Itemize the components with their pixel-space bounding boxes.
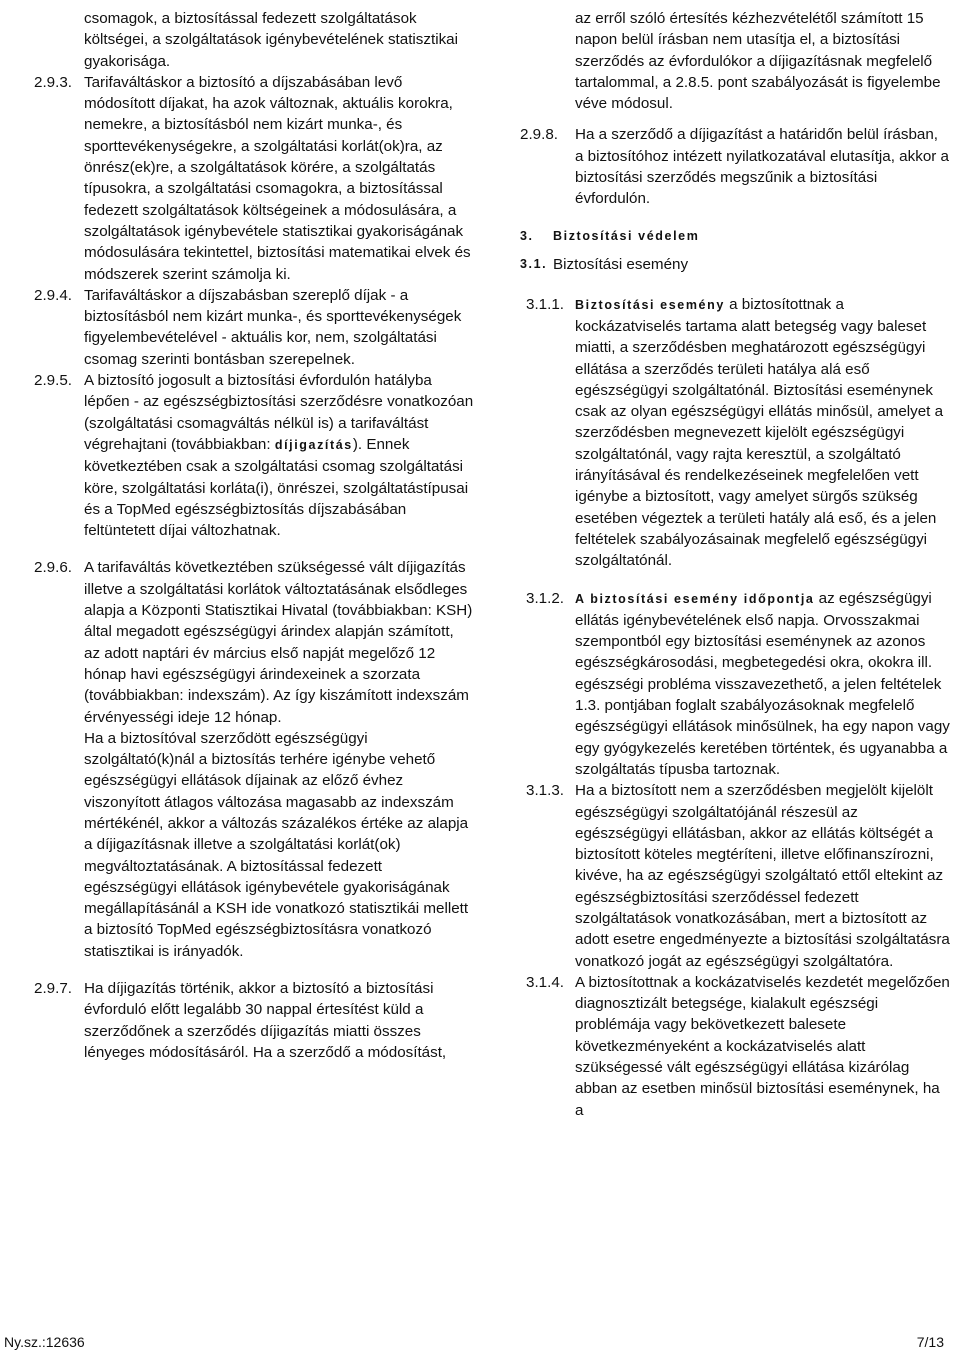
section-2-9-4 [34,285,474,370]
section-number: 2.9.4. [34,286,72,304]
section-text-continued: Ha a biztosítóval szerződött egészségügyi szolgáltató(k)nál a biztosítás terhére igénybe vehető egészségügyi ellátások díjainak az előző évhez viszonyított átlagos változása magasabb az indexszám mértékénél, akkor a változás százalékos értéke az alapja a díjigazításnak illetve a szolgáltatási korlát(ok) megváltoztatásának. A biztosítással fedezett egészségügyi ellátások igénybevétele gyakoriságának megállapításánál a KSH ide vonatkozó statisztikái mellett a biztosító TopMed egészségbiztosításra vonatkozó statisztikai is irányadók. [84,729,469,960]
continuation-text: az erről szóló értesítés kézhezvételétől számított 15 napon belül írásban nem utasítja el, a biztosítási szerződés az évfordulókor a díjigazításnak megfelelő tartalommal, a 2.8.5. pont szabályozását is figyelembe véve módosul. [575,10,941,113]
section-number: 3.1.4. [526,973,564,991]
defined-term: A biztosítási esemény időpontja [575,591,815,606]
heading-3 [520,226,950,250]
section-number: 3.1.2. [526,589,564,607]
section-3-1-4 [520,972,950,1121]
defined-term: Biztosítási esemény [575,297,725,312]
section-number: 2.9.7. [34,980,72,998]
heading-number: 3. [520,228,534,243]
document-reference: Ny.sz.:12636 [4,1334,85,1350]
section-text: Ha a szerződő a díjigazítást a határidőn belül írásban, a biztosítóhoz intézett nyilatkozatával elutasítja, akkor a biztosítási szerződés megszűnik a biztosítási évfordulón. [575,126,949,208]
section-text [520,588,950,781]
section-number: 2.9.8. [520,126,558,144]
section-3-1-1 [520,294,950,572]
intro-paragraph [34,8,474,72]
section-number: 2.9.3. [34,73,72,91]
section-2-9-8 [520,124,950,209]
heading-label: Biztosítási esemény [553,255,689,273]
section-text-body: az egészségügyi ellátás igénybevételének első napja. Orvosszakmai szempontból egy biztosítási eseménynek az azonos egészségkárosodási, megbetegedési okra, okokra ill. egészségi probléma visszavezethető, a jelen feltételek 1.3. pontjában foglalt szabályozásoknak megfelelő egészségügyi ellátások minősülnek, ha egy napon vagy egy gyógykezelés keretében történtek, és ugyanabba a szolgáltatás típusba tartoznak. [575,589,950,778]
section-2-9-7 [34,978,474,1063]
section-text: A biztosítottnak a kockázatviselés kezdetét megelőzően diagnosztizált betegsége, kialakult egészségi problémája vagy bekövetkezett balesete következményeként a kockázatviselés alatt szükségessé vált egészségügyi ellátása kizárólag abban az esetben minősül biztosítási eseménynek, ha a [575,973,950,1119]
section-3-1-2 [520,588,950,781]
continuation-paragraph [520,8,950,114]
section-text: Tarifaváltáskor a biztosító a díjszabásában levő módosított díjakat, ha azok változnak, aktuális korokra, nemekre, a biztosításból nem kizárt munka-, és sporttevékenységekre, a szolgáltatási korlát(ok)ra, az önrész(ek)re, a szolgáltatások körére, a szolgáltatás típusokra, a szolgáltatási csomagokra, a biztosítással fedezett szolgáltatások költségeinek a módosulására, a szolgáltatások igénybevétele statisztikai gyakoriságának módosulására tekintettel, biztosítási matematikai elvek és módszerek szerint számolja ki. [84,73,471,283]
section-text-a: A biztosító jogosult a biztosítási évfordulón hatályba lépően - az egészségbiztosítási szerződésre vonatkozóan (szolgáltatási csomagváltás nélkül is) a tarifaváltást végrehajtani (továbbiakban: [84,372,474,453]
section-2-9-6 [34,557,474,962]
page-number: 7/13 [916,1334,944,1350]
section-text [34,370,474,541]
section-number: 2.9.5. [34,372,72,390]
section-text: A tarifaváltás következtében szükségessé vált díjigazítás illetve a szolgáltatási korlátok változtatásának elsődleges alapja a Központi Statisztikai Hivatal (továbbiakban: KSH) által megadott egészségügyi árindex alapján számított, az adott naptári év március első napját megelőző 12 hónap havi egészségügyi árindexeinek a szorzata (továbbiakban: indexszám). Az így kiszámított indexszám érvényességi ideje 12 hónap. [84,559,473,726]
section-text [520,294,950,572]
right-column [520,8,950,1121]
section-number: 3.1.3. [526,782,564,800]
section-2-9-3 [34,72,474,285]
section-number: 3.1.1. [526,295,564,313]
section-number: 2.9.6. [34,559,72,577]
left-column [34,8,474,1063]
heading-label: Biztosítási védelem [553,228,700,243]
heading-3-1 [520,254,950,278]
defined-term: díjigazítás [274,437,353,452]
section-2-9-5 [34,370,474,541]
section-text: Ha díjigazítás történik, akkor a biztosító a biztosítási évforduló előtt legalább 30 nappal értesítést küld a szerződőnek a szerződés díjigazítás miatti összes lényeges módosításáról. Ha a szerződő a módosítást, [84,980,447,1061]
intro-text: csomagok, a biztosítással fedezett szolgáltatások költségei, a szolgáltatások igénybevételének statisztikai gyakorisága. [84,10,458,70]
section-3-1-3 [520,780,950,972]
heading-number: 3.1. [520,256,548,271]
section-text: Ha a biztosított nem a szerződésben megjelölt kijelölt egészségügyi szolgáltatójánál részesül az egészségügyi ellátásban, akkor az ellátás költségét a biztosított köteles megtéríteni, illetve előfinanszírozni, kivéve, ha az egészségügyi szolgáltató ettől eltekint az egészségbiztosítási szerződéssel fedezett szolgáltatások vonatkozásában, mert a biztosított az adott esetre engedményezte a biztosítási szolgáltatásra vonatkozó jogát az egészségügyi szolgáltatóra. [575,782,950,970]
section-text: Tarifaváltáskor a díjszabásban szereplő díjak - a biztosításból nem kizárt munka-, és sporttevékenységek figyelembevételével - aktuális kor, nem, szolgáltatási csomag szerinti bontásban szerepelnek. [84,286,462,368]
section-text-body: a biztosítottnak a kockázatviselés tartama alatt betegség vagy baleset miatti, a szerződésben meghatározott egészségügyi ellátása a szerződés területi hatálya alá eső egészségügyi szolgáltatónál. Biztosítási eseménynek csak az olyan egészségügyi ellátás minősül, amelyet a szerződésben megnevezett kijelölt egészségügyi szolgáltatónál, vagy rajta keresztül, a szolgáltató irányításával és rendelkezéseinek megfelelően vett igénybe a biztosított, vagy amelyet sürgős szükség esetében végeztek a területi hatály alá eső, és a jelen feltételek szabályozásainak megfelelő egészségügyi szolgáltatónál. [575,295,944,570]
section-text-b: ). Ennek következtében csak a szolgáltatási csomag szolgáltatási köre, szolgáltatási korláta(i), önrészei, szolgáltatástípusai és a TopMed egészségbiztosítás díjszabásában feltüntetett díjai változhatnak. [84,435,469,540]
